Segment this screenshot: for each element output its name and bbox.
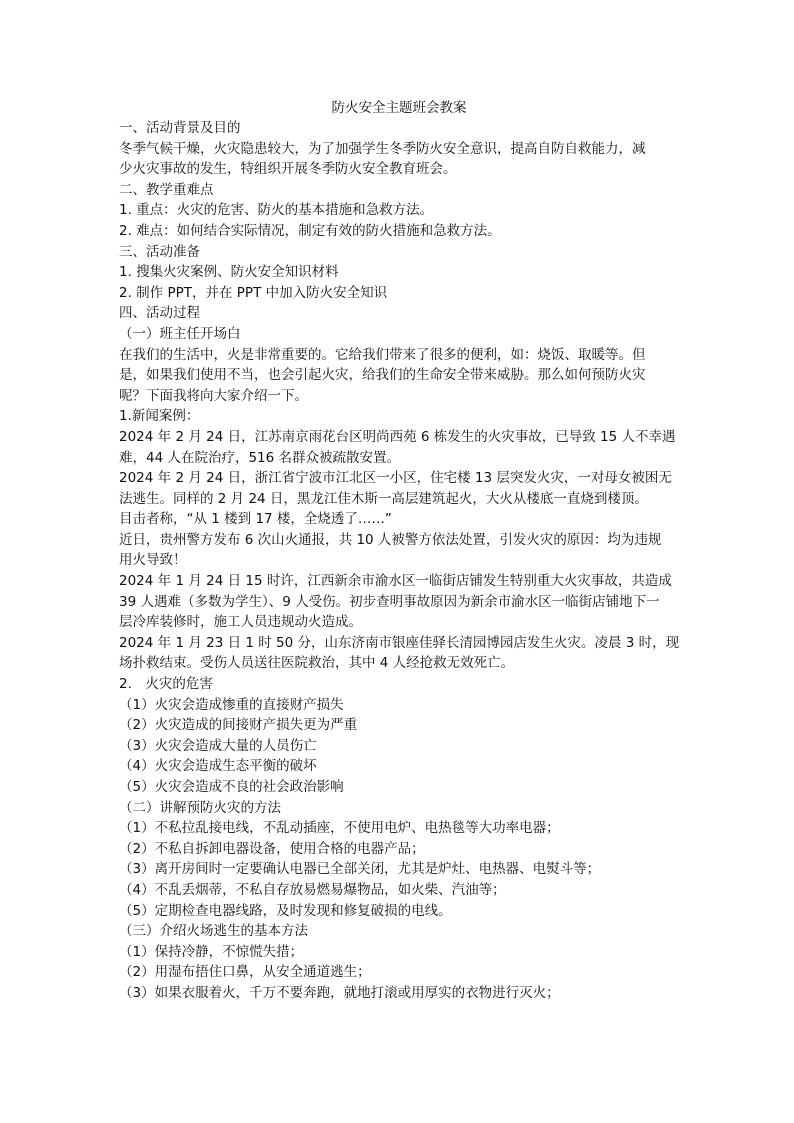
section-heading-process: 四、活动过程 [119,305,200,322]
section-heading-preparation: 三、活动准备 [119,243,200,260]
news-case-line: 层冷库装修时，施工人员违规动火造成。 [119,614,362,631]
subsection-heading: （一）班主任开场白 [119,325,241,342]
news-case-line: 2024 年 2 月 24 日，浙江省宁波市江北区一小区，住宅楼 13 层突发火灾，一对母女被困无 [119,470,672,487]
list-item: 1. 重点：火灾的危害、防火的基本措施和急救方法。 [119,202,434,219]
list-item: 1. 搜集火灾案例、防火安全知识材料 [119,264,339,281]
list-item: （2）不私自拆卸电器设备，使用合格的电器产品； [119,840,425,857]
paragraph-line: 呢？下面我将向大家介绍一下。 [119,387,308,404]
subsection-heading: 2. 火灾的危害 [119,676,213,693]
list-item: （3）火灾会造成大量的人员伤亡 [119,737,317,754]
news-case-line: 目击者称，“从 1 楼到 17 楼，全烧透了……” [119,511,392,528]
paragraph-line: 少火灾事故的发生，特组织开展冬季防火安全教育班会。 [119,161,457,178]
list-item: （5）定期检查电器线路，及时发现和修复破损的电线。 [119,902,452,919]
news-case-line: 难，44 人在院治疗，516 名群众被疏散安置。 [119,449,401,466]
news-case-line: 近日，贵州警方发布 6 次山火通报，共 10 人被警方依法处置，引发火灾的原因：均为违规 [119,531,662,548]
news-case-line: 39 人遇难（多数为学生）、9 人受伤。初步查明事故原因为新余市渝水区一临街店铺地下一 [119,593,660,610]
section-heading-key-points: 二、教学重难点 [119,181,214,198]
list-item: （4）不乱丢烟蒂，不私自存放易燃易爆物品，如火柴、汽油等； [119,881,506,898]
list-item: （5）火灾会造成不良的社会政治影响 [119,779,344,795]
section-heading-background: 一、活动背景及目的 [119,120,241,136]
list-item: （3）离开房间时一定要确认电器已全部关闭，尤其是炉灶、电热器、电熨斗等； [119,861,601,878]
document-body [119,98,679,1004]
news-case-line: 用火导致！ [119,552,187,569]
list-item: （1）火灾会造成惨重的直接财产损失 [119,696,344,713]
paragraph-line: 在我们的生活中，火是非常重要的。它给我们带来了很多的便利，如：烧饭、取暖等。但 [119,346,646,363]
news-case-line: 2024 年 2 月 24 日，江苏南京雨花台区明尚西苑 6 栋发生的火灾事故，已导致 15 人不幸遇 [119,428,676,445]
list-item: 2. 制作 PPT，并在 PPT 中加入防火安全知识 [119,284,388,301]
subsection-heading: （二）讲解预防火灾的方法 [119,799,281,816]
news-case-line: 场扑救结束。受伤人员送往医院救治，其中 4 人经抢救无效死亡。 [119,655,515,672]
paragraph-line: 是，如果我们使用不当，也会引起火灾，给我们的生命安全带来威胁。那么如何预防火灾 [119,367,646,384]
list-item: （1）保持冷静，不惊慌失措； [119,943,304,960]
paragraph-line: 冬季气候干燥，火灾隐患较大，为了加强学生冬季防火安全意识，提高自防自救能力，减 [119,140,646,157]
subsection-heading: 1.新闻案例： [119,408,200,425]
subsection-heading: （三）介绍火场逃生的基本方法 [119,923,308,940]
document-title: 防火安全主题班会教案 [331,100,467,116]
list-item: （1）不私拉乱接电线，不乱动插座，不使用电炉、电热毯等大功率电器； [119,820,560,837]
list-item: （2）用湿布捂住口鼻，从安全通道逃生； [119,964,371,981]
list-item: 2. 难点：如何结合实际情况，制定有效的防火措施和急救方法。 [119,222,501,239]
list-item: （4）火灾会造成生态平衡的破坏 [119,758,317,775]
news-case-line: 2024 年 1 月 23 日 1 时 50 分，山东济南市银座佳驿长清园博园店发生火灾。凌晨 3 时，现 [119,634,680,651]
list-item: （3）如果衣服着火，千万不要奔跑，就地打滚或用厚实的衣物进行灭火； [119,984,560,1001]
news-case-line: 2024 年 1 月 24 日 15 时许，江西新余市渝水区一临街店铺发生特别重大火灾事故，共造成 [119,573,672,590]
news-case-line: 法逃生。同样的 2 月 24 日，黑龙江佳木斯一高层建筑起火，大火从楼底一直烧到楼顶。 [119,490,648,507]
list-item: （2）火灾造成的间接财产损失更为严重 [119,717,358,734]
